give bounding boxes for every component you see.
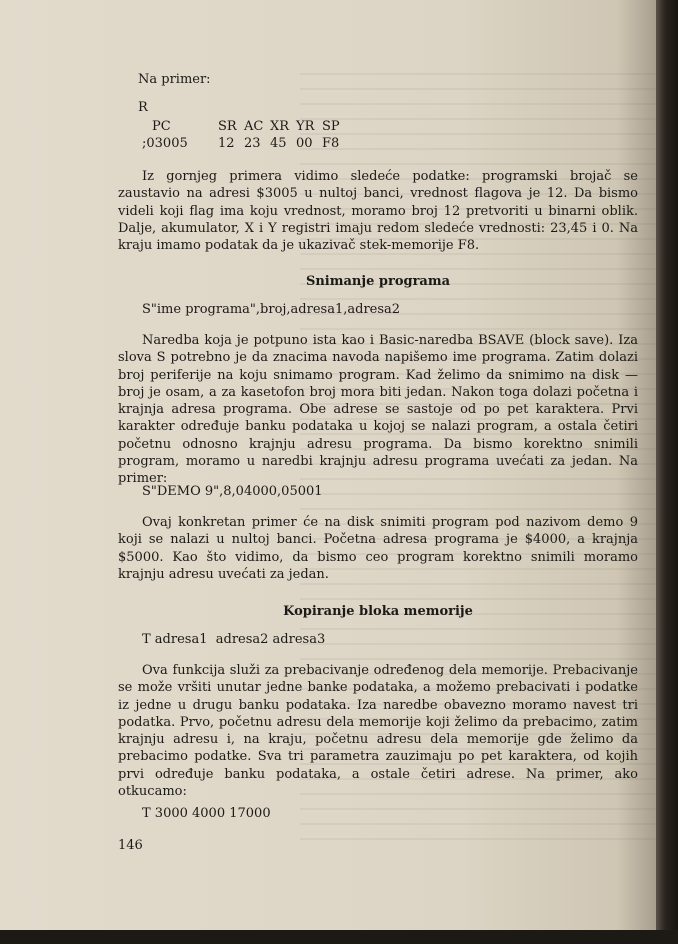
register-header: YR <box>296 119 315 134</box>
syntax-save: S"ime programa",broj,adresa1,adresa2 <box>142 302 401 317</box>
register-header: PC <box>152 119 171 134</box>
example-save-command: S"DEMO 9",8,04000,05001 <box>142 484 323 499</box>
register-header: SR <box>218 119 237 134</box>
register-headers <box>152 119 348 134</box>
command-r: R <box>138 100 148 115</box>
example-label: Na primer: <box>138 72 211 87</box>
register-value: ;03005 <box>142 136 188 151</box>
register-value: 00 <box>296 136 313 151</box>
register-header: AC <box>244 119 264 134</box>
example-copy-command: T 3000 4000 17000 <box>142 806 271 821</box>
register-value: 45 <box>270 136 287 151</box>
syntax-copy: T adresa1 adresa2 adresa3 <box>142 632 326 647</box>
book-spine-shadow <box>656 0 678 944</box>
paragraph-save-description: Naredba koja je potpuno ista kao i Basic-naredba BSAVE (block save). Iza slova S potrebno je da znacima navoda napišemo ime programa. Zatim dolazi broj periferije na koju snimamo program. Kad želimo da snimimo na disk — broj je osam, a za kasetofon broj mora biti jedan. Nakon toga dolazi početna i krajnja adresa programa. Obe adrese se sastoje od po pet karaktera. Prvi karakter određuje banku podataka u kojoj se nalazi program, a ostala četiri početnu odnosno krajnju adresu programa. Da bismo korektno snimili program, moramo u naredbi krajnju adresu programa uvećati za jedan. Na primer: <box>118 333 638 487</box>
register-value: 12 <box>218 136 235 151</box>
section-heading-save: Snimanje programa <box>305 274 451 289</box>
register-values <box>142 136 348 151</box>
register-header: XR <box>270 119 290 134</box>
register-value: F8 <box>322 136 340 151</box>
section-heading-copy: Kopiranje bloka memorije <box>283 604 473 619</box>
page-number: 146 <box>118 838 143 853</box>
paragraph-register-explanation: Iz gornjeg primera vidimo sledeće podatke: programski brojač se zaustavio na adresi $3005 u nultoj banci, vrednost flagova je 12. Da bismo videli koji flag ima koju vrednost, moramo broj 12 pretvoriti u binarni oblik. Dalje, akumulator, X i Y registri imaju redom sledeće vrednosti: 23,45 i 0. Na kraju imamo podatak da je ukazivač stek-memorije F8. <box>118 169 638 254</box>
register-value: 23 <box>244 136 261 151</box>
paragraph-copy-description: Ova funkcija služi za prebacivanje određenog dela memorije. Prebacivanje se može vršiti unutar jedne banke podataka, a možemo prebacivati i podatke iz jedne u drugu banku podataka. Iza naredbe obavezno moramo navest tri podatka. Prvo, početnu adresu dela memorije koji želimo da prebacimo, zatim krajnju adresu i, na kraju, početnu adresu dela memorije gde želimo da prebacimo podatke. Sva tri parametra zauzimaju po pet karaktera, od kojih prvi određuje banku podataka, a ostale četiri adrese. Na primer, ako otkucamo: <box>118 663 638 800</box>
register-header: SP <box>322 119 340 134</box>
paragraph-save-example: Ovaj konkretan primer će na disk snimiti program pod nazivom demo 9 koji se nalazi u nultoj banci. Početna adresa programa je $4000, a krajnja $5000. Kao što vidimo, da bismo ceo program korektno snimili moramo krajnju adresu uvećati za jedan. <box>118 515 638 582</box>
scan-bottom-edge <box>0 930 678 944</box>
